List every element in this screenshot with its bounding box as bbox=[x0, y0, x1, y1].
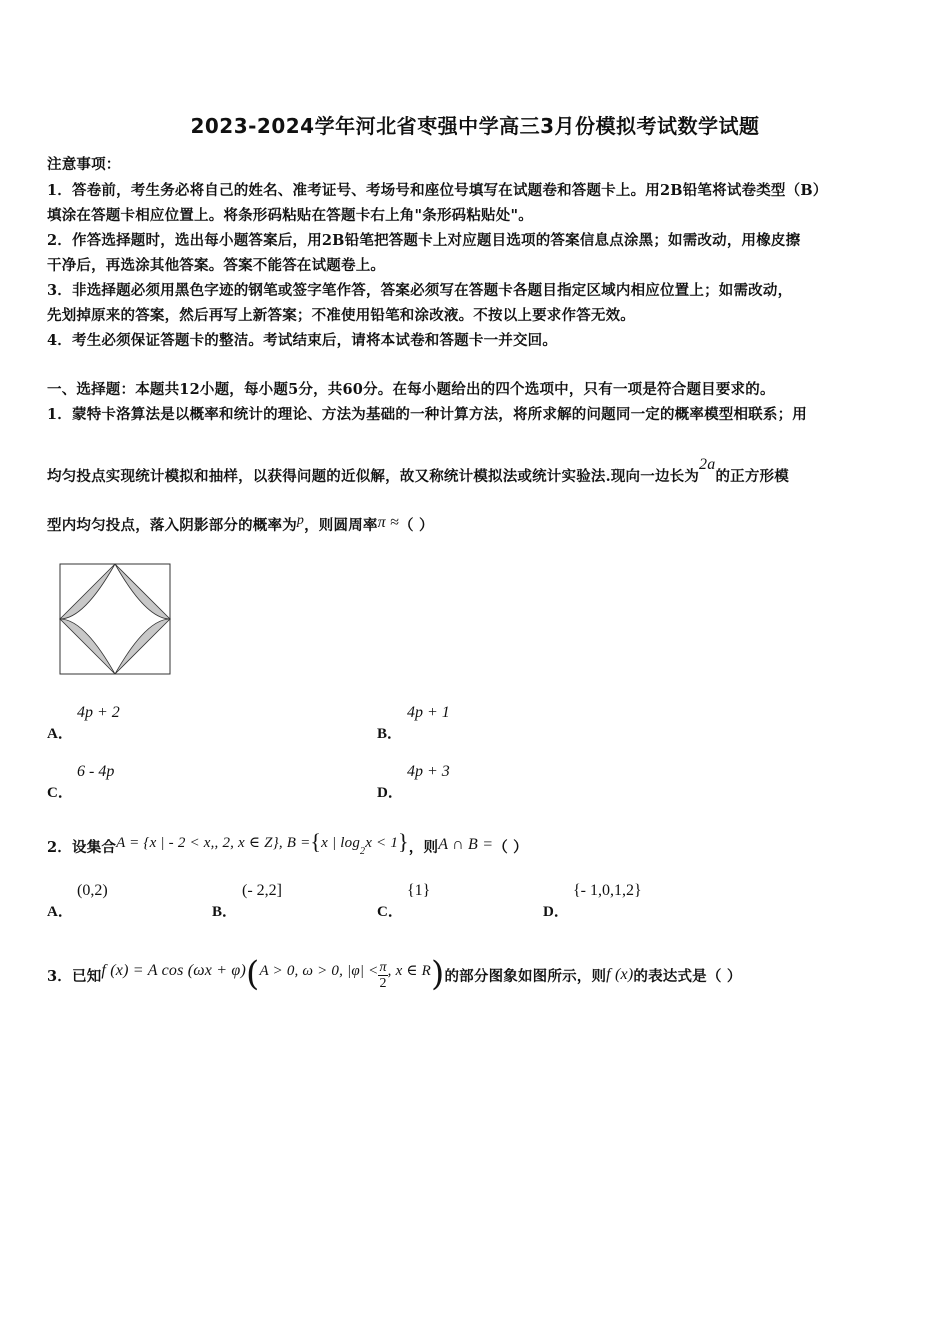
q2-stem: 2．设集合A = {x | - 2 < x,, 2, x ∈ Z}, B ={x | $\log_2x < 1$}，则A ∩ B =（ ） bbox=[47, 829, 528, 857]
notice-line: 填涂在答题卡相应位置上。将条形码粘贴在答题卡右上角"条形码粘贴处"。 bbox=[47, 207, 533, 224]
q1-line1: 1．蒙特卡洛算法是以概率和统计的理论、方法为基础的一种计算方法，将所求解的问题同一定的概率模型相联系；用 bbox=[47, 406, 807, 423]
q1-figure bbox=[59, 563, 171, 675]
q3-conditions: A > 0, ω > 0, |φ| < bbox=[259, 963, 379, 979]
figure-shaded-region bbox=[115, 619, 170, 674]
figure-shaded-region bbox=[60, 619, 115, 674]
section-heading: 一、选择题：本题共12小题，每小题5分，共60分。在每小题给出的四个选项中，只有一项是符合题目要求的。 bbox=[47, 381, 775, 398]
q3-fraction: $\frac{\pi}{2}$ bbox=[379, 959, 387, 991]
q3-function: f (x) = A cos (ωx + φ) bbox=[101, 962, 247, 979]
notice-line: 2．作答选择题时，选出每小题答案后，用2B铅笔把答题卡上对应题目选项的答案信息点涂黑；如需改动，用橡皮擦 bbox=[47, 232, 801, 249]
figure-shaded-region bbox=[115, 564, 170, 619]
q1-pi-approx: π ≈ bbox=[377, 514, 400, 531]
q1-line2: 均匀投点实现统计模拟和抽样，以获得问题的近似解，故又称统计模拟法或统计实验法.现向一边长为2a的正方形模 bbox=[47, 456, 789, 485]
q1-probability: p bbox=[296, 513, 305, 528]
notice-heading: 注意事项： bbox=[47, 156, 121, 173]
notice-line: 干净后，再选涂其他答案。答案不能答在试题卷上。 bbox=[47, 257, 386, 274]
exam-page: 2023-2024学年河北省枣强中学高三3月份模拟考试数学试题 注意事项： 1．答卷前，考生务必将自己的姓名、准考证号、考场号和座位号填写在试题卷和答题卡上。用2B铅笔将试卷类型（B） 填涂在答题卡相应位置上。将条形码粘贴在答题卡右上角"条形码粘贴处"。 2．作答选择题时，选出每小题答案后，用2B铅笔把答题卡上对应题目选项的答案信息点涂黑；如需改动，用橡皮擦 干净后，再选涂其他答案。答案不能答在试题卷上。 3．非选择题必须用黑色字迹的钢笔或签字笔作答，答案必须写在答题卡各题目指定区域内相应位置上；如需改动， 先划掉原来的答案，然后再写上新答案；不准使用铅笔和涂改液。不按以上要求作答无效。 4．考生必须保证答题卡的整洁。考试结束后，请将本试卷和答题卡一并交回。 一、选择题：本题共12小题，每小题5分，共60分。在每小题给出的四个选项中，只有一项是符合题目要求的。 1．蒙特卡洛算法是以概率和统计的理论、方法为基础的一种计算方法，将所求解的问题同一定的概率模型相联系；用 均匀投点实现统计模拟和抽样，以获得问题的近似解，故又称统计模拟法或统计实验法.现向一边长为2a的正方形模 型内均匀投点，落入阴影部分的概率为p，则圆周率π ≈（ ） A． 4p + 2 B． 4p + 1 C． 6 - 4p D． 4p + 3 2．设集合A = {x | - 2 < x,, 2, x ∈ Z}, B ={x | $\log_2x < 1$}，则A ∩ B =（ ） A． (0,2) B． (- 2,2] C． {1} D． {- 1,0,1,2} 3．已知f (x) = A cos (ωx + φ)(A > 0, ω > 0, |φ| < $\frac{\pi}{2}$ , x ∈ R)的部分图象如图所示，则f (x)的表达式是（ ） bbox=[0, 0, 950, 1344]
figure-square bbox=[60, 564, 170, 674]
page-title: 2023-2024学年河北省枣强中学高三3月份模拟考试数学试题 bbox=[190, 114, 760, 138]
figure-shaded-region bbox=[60, 564, 115, 619]
notice-line: 4．考生必须保证答题卡的整洁。考试结束后，请将本试卷和答题卡一并交回。 bbox=[47, 332, 558, 349]
q2-set-b: x | log bbox=[321, 835, 361, 851]
q1-side-length: 2a bbox=[699, 456, 716, 473]
q3-fx: f (x) bbox=[606, 966, 634, 983]
q3-stem: 3．已知f (x) = A cos (ωx + φ)(A > 0, ω > 0, |φ| < $\frac{\pi}{2}$ , x ∈ R)的部分图象如图所示，则f (x)的表达式是（ ） bbox=[47, 954, 742, 994]
q2-intersection: A ∩ B = bbox=[438, 836, 494, 853]
notice-line: 先划掉原来的答案，然后再写上新答案；不准使用铅笔和涂改液。不按以上要求作答无效。 bbox=[47, 307, 635, 324]
notice-line: 1．答卷前，考生务必将自己的姓名、准考证号、考场号和座位号填写在试题卷和答题卡上。用2B铅笔将试卷类型（B） bbox=[47, 182, 828, 199]
q2-set-a: A = {x | - 2 < x,, 2, x ∈ Z}, B = bbox=[116, 835, 311, 851]
notice-line: 3．非选择题必须用黑色字迹的钢笔或签字笔作答，答案必须写在答题卡各题目指定区域内相应位置上；如需改动， bbox=[47, 282, 793, 299]
q1-line3: 型内均匀投点，落入阴影部分的概率为p，则圆周率π ≈（ ） bbox=[47, 513, 434, 534]
